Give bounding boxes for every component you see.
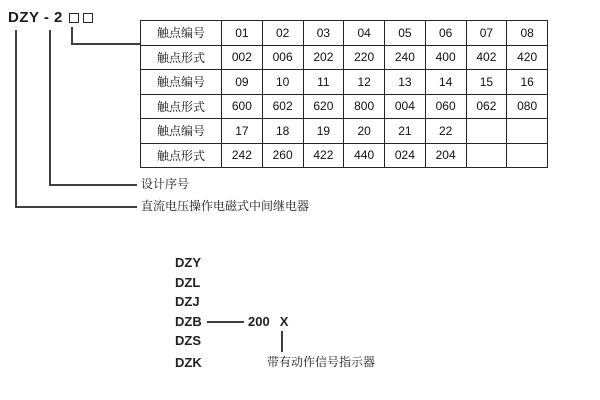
table-row: [141, 143, 548, 168]
table-row: [141, 70, 548, 95]
model-list-item-dzl: DZL: [175, 275, 201, 290]
table-cell: 20: [344, 119, 385, 144]
row-header-cell: 触点编号: [141, 70, 222, 95]
table-cell: 060: [425, 94, 466, 119]
table-row: [141, 21, 548, 46]
connector-design-line-vertical: [49, 30, 51, 184]
table-cell: 04: [344, 21, 385, 46]
table-cell: 080: [507, 94, 548, 119]
table-cell: 220: [344, 45, 385, 70]
table-cell: 10: [262, 70, 303, 95]
table-cell: 402: [466, 45, 507, 70]
table-cell: 024: [385, 143, 426, 168]
relay-description-label: 直流电压操作电磁式中间继电器: [141, 199, 310, 213]
row-header-cell: 触点编号: [141, 119, 222, 144]
table-cell: 242: [222, 143, 263, 168]
table-cell: 05: [385, 21, 426, 46]
table-cell: 422: [303, 143, 344, 168]
model-prefix-text: DZY - 2: [8, 9, 63, 26]
table-cell: 602: [262, 94, 303, 119]
dzb-value-group: [248, 315, 288, 329]
table-cell: 12: [344, 70, 385, 95]
table-cell: 18: [262, 119, 303, 144]
model-designation: [8, 9, 93, 26]
placeholder-box-icon: [69, 13, 79, 23]
model-list-item-dzj: DZJ: [175, 294, 200, 309]
table-cell: 21: [385, 119, 426, 144]
table-cell: 06: [425, 21, 466, 46]
connector-contact-line-horizontal: [71, 43, 140, 45]
dzb-value-text: 200: [248, 314, 270, 329]
table-cell: [466, 143, 507, 168]
model-list-item-dzy: DZY: [175, 255, 201, 270]
connector-relay-line-vertical: [15, 30, 17, 206]
table-cell: 01: [222, 21, 263, 46]
table-cell: 14: [425, 70, 466, 95]
table-cell: 600: [222, 94, 263, 119]
model-list-item-dzk: DZK: [175, 355, 202, 370]
table-cell: 800: [344, 94, 385, 119]
table-cell: 420: [507, 45, 548, 70]
table-cell: 07: [466, 21, 507, 46]
row-header-cell: 触点形式: [141, 45, 222, 70]
row-header-cell: 触点形式: [141, 94, 222, 119]
table-cell: 17: [222, 119, 263, 144]
table-cell: 440: [344, 143, 385, 168]
dzb-suffix-text: X: [279, 314, 289, 329]
table-cell: 202: [303, 45, 344, 70]
table-cell: 204: [425, 143, 466, 168]
connector-design-line-horizontal: [49, 184, 137, 186]
table-cell: 15: [466, 70, 507, 95]
design-serial-label: 设计序号: [141, 177, 190, 191]
table-cell: 620: [303, 94, 344, 119]
table-cell: 260: [262, 143, 303, 168]
indicator-connector-line: [281, 331, 283, 352]
model-list-item-dzs: DZS: [175, 333, 201, 348]
table-cell: 13: [385, 70, 426, 95]
table-cell: 22: [425, 119, 466, 144]
dzb-connector-line: [207, 321, 244, 323]
table-cell: 006: [262, 45, 303, 70]
connector-relay-line-horizontal: [15, 206, 137, 208]
connector-contact-line-vertical: [71, 27, 73, 43]
table-cell: 08: [507, 21, 548, 46]
table-row: [141, 45, 548, 70]
table-row: [141, 94, 548, 119]
table-cell: 004: [385, 94, 426, 119]
table-cell: 09: [222, 70, 263, 95]
contact-table: [140, 20, 548, 168]
table-cell: 03: [303, 21, 344, 46]
table-cell: 400: [425, 45, 466, 70]
table-cell: 11: [303, 70, 344, 95]
table-cell: 062: [466, 94, 507, 119]
table-cell: [507, 143, 548, 168]
table-cell: 02: [262, 21, 303, 46]
table-cell: 19: [303, 119, 344, 144]
placeholder-box-icon: [83, 13, 93, 23]
table-cell: [466, 119, 507, 144]
row-header-cell: 触点形式: [141, 143, 222, 168]
table-cell: 240: [385, 45, 426, 70]
model-list-item-dzb: DZB: [175, 314, 202, 329]
table-cell: [507, 119, 548, 144]
table-row: [141, 119, 548, 144]
table-cell: 16: [507, 70, 548, 95]
indicator-note-label: 带有动作信号指示器: [267, 355, 376, 369]
table-cell: 002: [222, 45, 263, 70]
row-header-cell: 触点编号: [141, 21, 222, 46]
